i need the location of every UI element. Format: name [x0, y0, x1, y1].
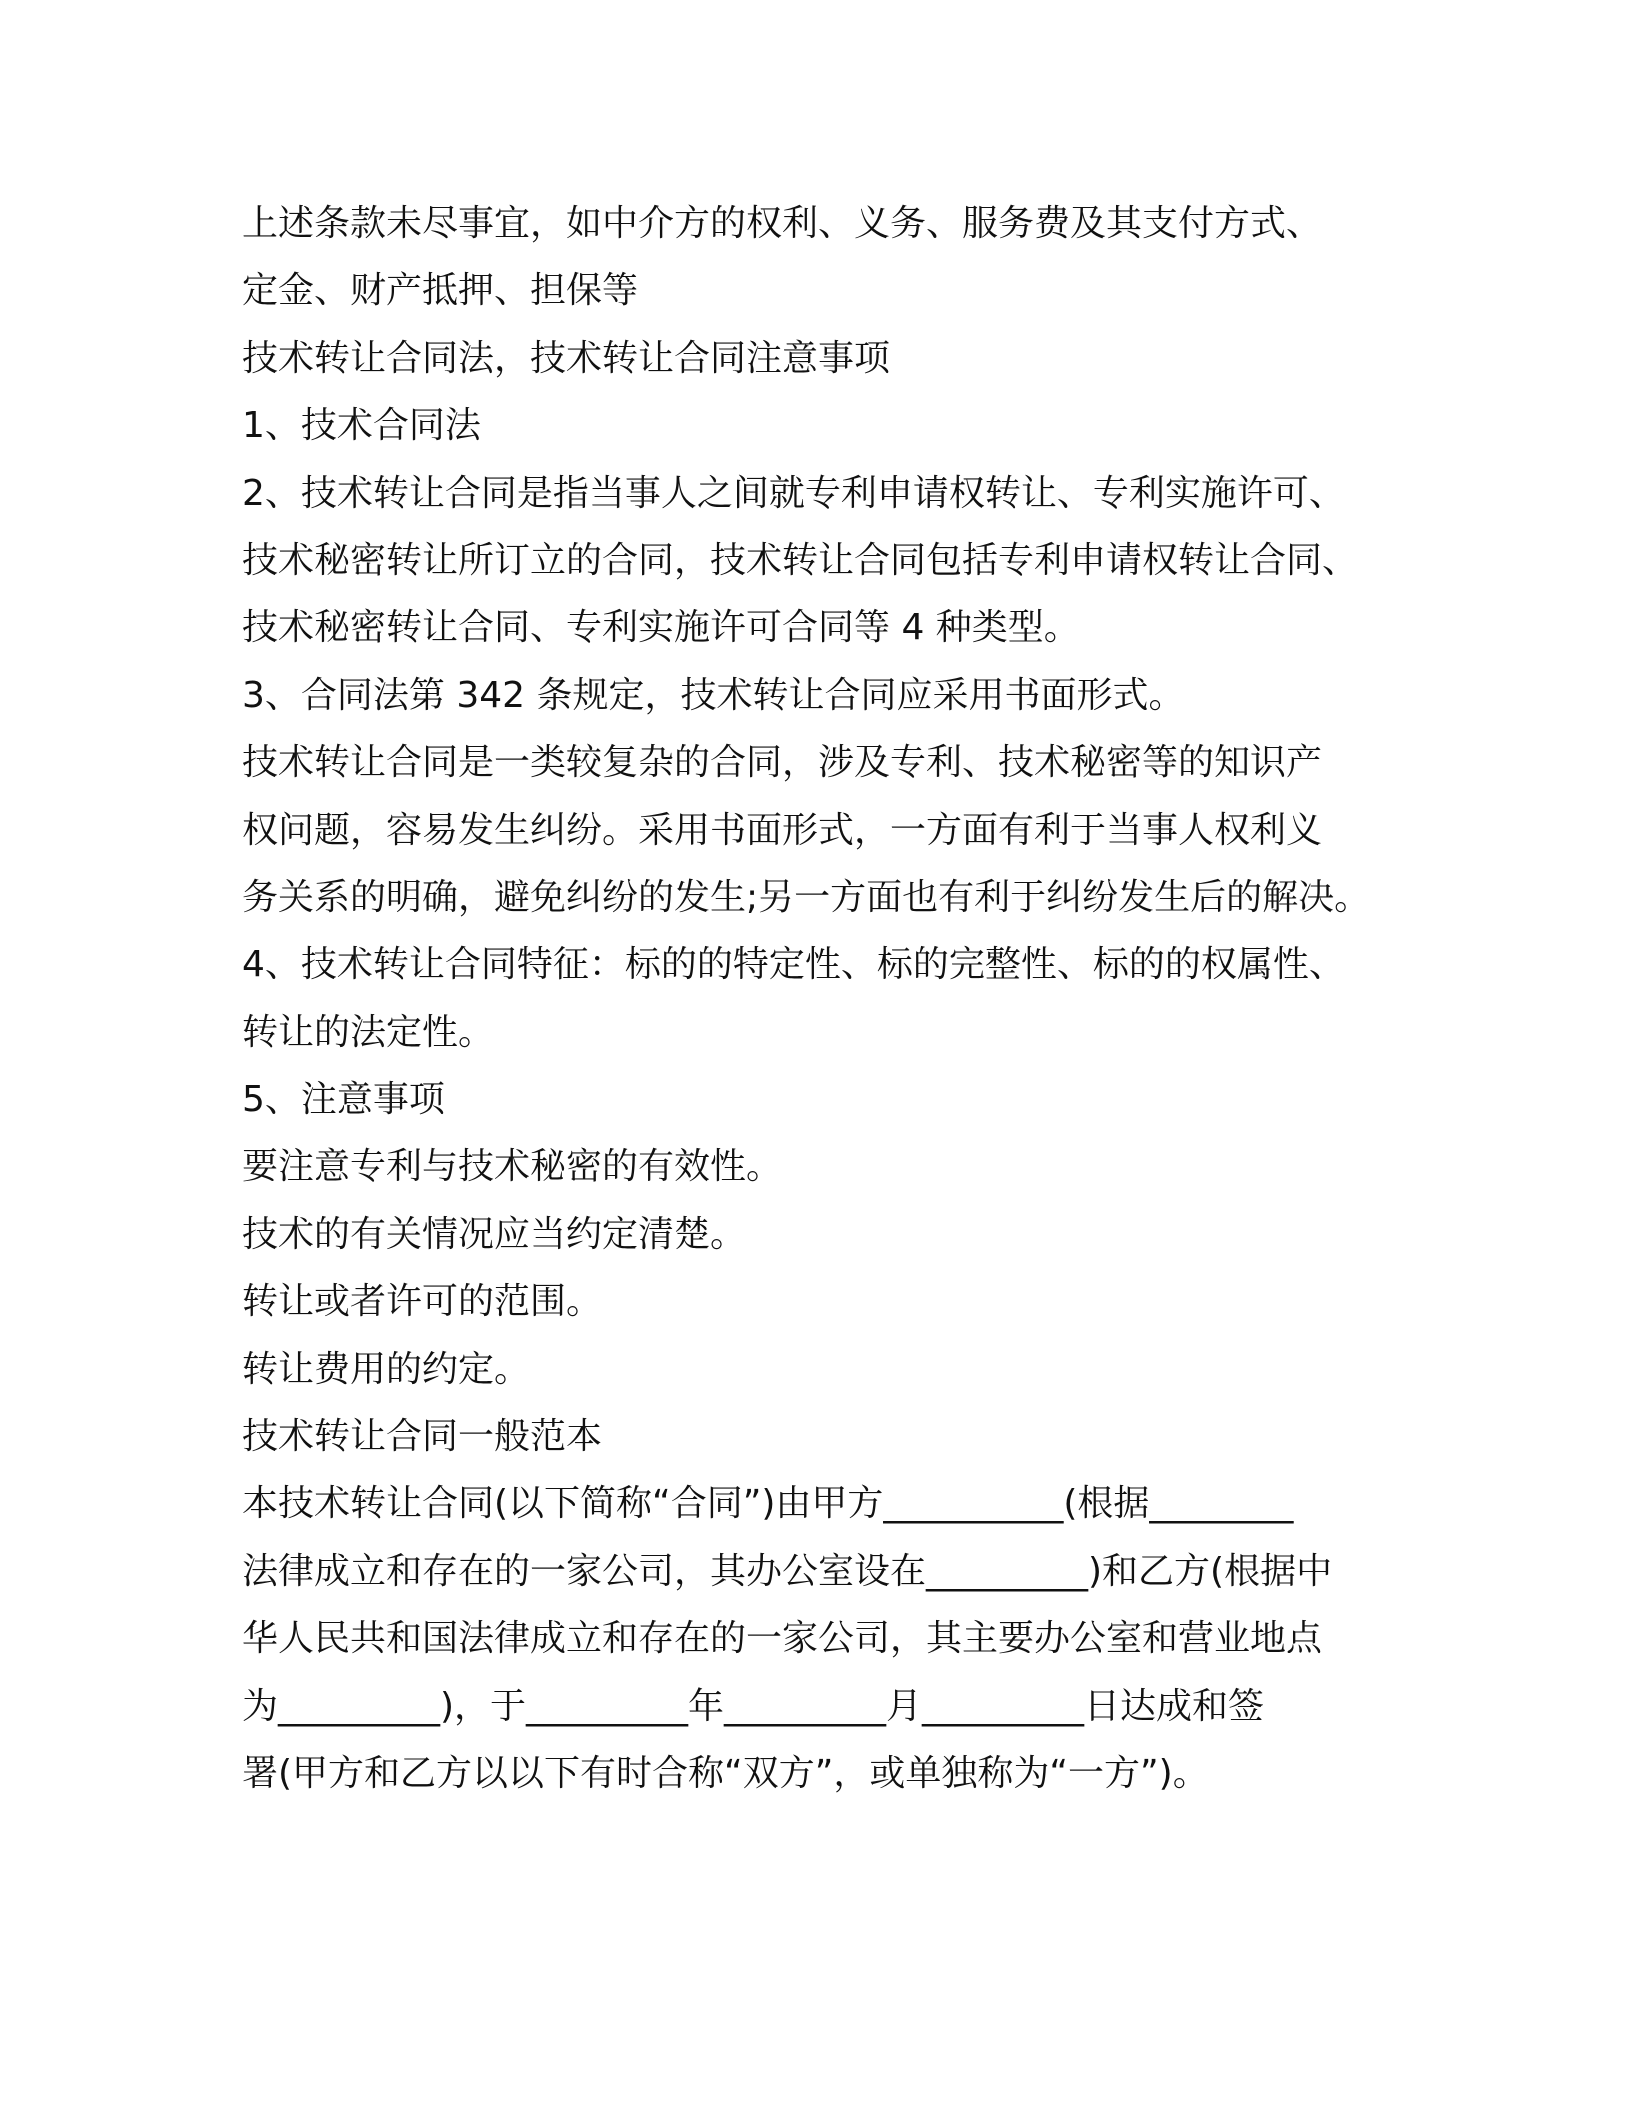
text-line: 转让或者许可的范围。 — [242, 1281, 603, 1323]
text-line: 权问题，容易发生纠纷。采用书面形式，一方面有利于当事人权利义 — [242, 809, 1323, 851]
list-item: 2、技术转让合同是指当事人之间就专利申请权转让、专利实施许可、 — [242, 472, 1345, 514]
list-item: 5、注意事项 — [242, 1079, 445, 1121]
text-line: 技术的有关情况应当约定清楚。 — [242, 1213, 747, 1255]
text-line: 技术转让合同是一类较复杂的合同，涉及专利、技术秘密等的知识产 — [242, 742, 1323, 784]
text-line: 为_________)，于_________年_________月_________日达成和签 — [242, 1685, 1265, 1727]
text-line: 定金、财产抵押、担保等 — [242, 270, 639, 312]
text-line: 要注意专利与技术秘密的有效性。 — [242, 1146, 783, 1188]
text-line: 转让费用的约定。 — [242, 1348, 531, 1390]
list-item: 4、技术转让合同特征：标的的特定性、标的完整性、标的的权属性、 — [242, 944, 1345, 986]
list-item: 3、合同法第 342 条规定，技术转让合同应采用书面形式。 — [242, 674, 1185, 716]
section-heading: 技术转让合同一般范本 — [242, 1416, 603, 1458]
text-line: 上述条款未尽事宜，如中介方的权利、义务、服务费及其支付方式、 — [242, 203, 1323, 244]
text-line: 技术秘密转让合同、专利实施许可合同等 4 种类型。 — [242, 607, 1080, 649]
section-heading: 技术转让合同法，技术转让合同注意事项 — [242, 337, 891, 379]
text-line: 本技术转让合同(以下简称“合同”)由甲方__________(根据________ — [242, 1483, 1294, 1525]
text-line: 务关系的明确，避免纠纷的发生;另一方面也有利于纠纷发生后的解决。 — [242, 876, 1371, 918]
document-body — [242, 190, 1402, 1807]
text-line: 署(甲方和乙方以以下有时合称“双方”，或单独称为“一方”)。 — [242, 1752, 1209, 1794]
text-line: 华人民共和国法律成立和存在的一家公司，其主要办公室和营业地点 — [242, 1618, 1323, 1660]
list-item: 1、技术合同法 — [242, 405, 481, 447]
text-line: 法律成立和存在的一家公司，其办公室设在_________)和乙方(根据中 — [242, 1550, 1333, 1592]
text-line: 转让的法定性。 — [242, 1011, 495, 1053]
text-line: 技术秘密转让所订立的合同，技术转让合同包括专利申请权转让合同、 — [242, 539, 1359, 581]
